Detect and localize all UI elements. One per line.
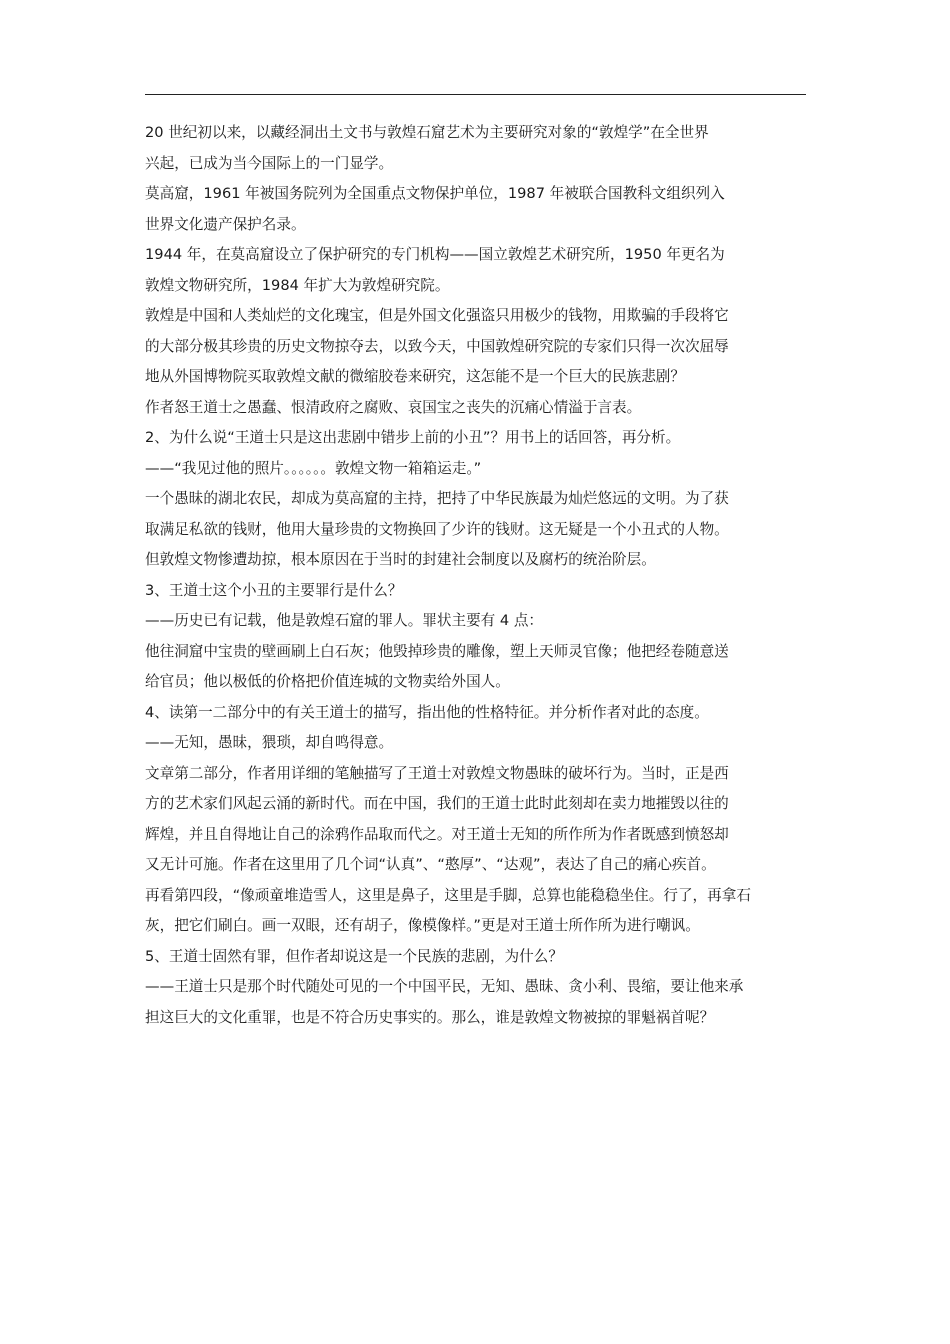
text-line: 的大部分极其珍贵的历史文物掠夺去，以致今天，中国敦煌研究院的专家们只得一次次屈辱 bbox=[145, 337, 729, 355]
document-body bbox=[145, 118, 810, 1033]
text-line: 方的艺术家们风起云涌的新时代。而在中国，我们的王道士此时此刻却在卖力地摧毁以往的 bbox=[145, 795, 729, 812]
text-line: ——王道士只是那个时代随处可见的一个中国平民，无知、愚昧、贪小利、畏缩，要让他来承 bbox=[145, 978, 744, 995]
text-line: 1944 年，在莫高窟设立了保护研究的专门机构——国立敦煌艺术研究所，1950 年更名为 bbox=[145, 246, 725, 263]
text-line: 20 世纪初以来，以藏经洞出土文书与敦煌石窟艺术为主要研究对象的“敦煌学”在全世界 bbox=[145, 124, 709, 141]
text-line: 莫高窟，1961 年被国务院列为全国重点文物保护单位，1987 年被联合国教科文组织列入 bbox=[145, 185, 725, 202]
text-line: 敦煌文物研究所，1984 年扩大为敦煌研究院。 bbox=[145, 276, 450, 294]
text-line: ——“我见过他的照片。。。。。。敦煌文物一箱箱运走。” bbox=[145, 459, 482, 477]
text-line: 给官员；他以极低的价格把价值连城的文物卖给外国人。 bbox=[145, 673, 510, 690]
text-line: 敦煌是中国和人类灿烂的文化瑰宝，但是外国文化强盗只用极少的钱物，用欺骗的手段将它 bbox=[145, 307, 729, 324]
text-line: 辉煌，并且自得地让自己的涂鸦作品取而代之。对王道士无知的所作所为作者既感到愤怒却 bbox=[145, 825, 729, 843]
text-line: 取满足私欲的钱财，他用大量珍贵的文物换回了少许的钱财。这无疑是一个小丑式的人物。 bbox=[145, 520, 729, 538]
header-rule bbox=[145, 94, 806, 95]
text-line: 他往洞窟中宝贵的壁画刷上白石灰；他毁掉珍贵的雕像，塑上天师灵官像；他把经卷随意送 bbox=[145, 642, 729, 660]
text-line: 文章第二部分，作者用详细的笔触描写了王道士对敦煌文物愚昧的破坏行为。当时，正是西 bbox=[145, 764, 729, 782]
text-line: 作者怒王道士之愚蠢、恨清政府之腐败、哀国宝之丧失的沉痛心情溢于言表。 bbox=[145, 398, 642, 416]
text-line: 兴起，已成为当今国际上的一门显学。 bbox=[145, 154, 394, 172]
question-5: 5、王道士固然有罪，但作者却说这是一个民族的悲剧，为什么？ bbox=[145, 947, 563, 965]
question-3: 3、王道士这个小丑的主要罪行是什么？ bbox=[145, 581, 403, 599]
text-line: 再看第四段，“像顽童堆造雪人，这里是鼻子，这里是手脚，总算也能稳稳坐住。行了，再拿石 bbox=[145, 886, 751, 904]
text-line: 一个愚昧的湖北农民，却成为莫高窟的主持，把持了中华民族最为灿烂悠远的文明。为了获 bbox=[145, 490, 729, 507]
text-line: 世界文化遗产保护名录。 bbox=[145, 215, 306, 233]
text-line: 但敦煌文物惨遭劫掠，根本原因在于当时的封建社会制度以及腐朽的统治阶层。 bbox=[145, 551, 656, 568]
text-line: ——历史已有记载，他是敦煌石窟的罪人。罪状主要有 4 点： bbox=[145, 612, 544, 629]
text-line: 担这巨大的文化重罪，也是不符合历史事实的。那么，谁是敦煌文物被掠的罪魁祸首呢？ bbox=[145, 1008, 715, 1026]
text-line: 又无计可施。作者在这里用了几个词“认真”、“憨厚”、“达观”，表达了自己的痛心疾首。 bbox=[145, 856, 716, 873]
text-line: 地从外国博物院买取敦煌文献的微缩胶卷来研究，这怎能不是一个巨大的民族悲剧？ bbox=[145, 368, 685, 385]
question-2: 2、为什么说“王道士只是这出悲剧中错步上前的小丑”？用书上的话回答，再分析。 bbox=[145, 429, 681, 446]
text-line: ——无知，愚昧，猥琐，却自鸣得意。 bbox=[145, 734, 394, 751]
text-line: 灰，把它们刷白。画一双眼，还有胡子，像模像样。”更是对王道士所作所为进行嘲讽。 bbox=[145, 917, 700, 934]
question-4: 4、读第一二部分中的有关王道士的描写，指出他的性格特征。并分析作者对此的态度。 bbox=[145, 703, 709, 721]
